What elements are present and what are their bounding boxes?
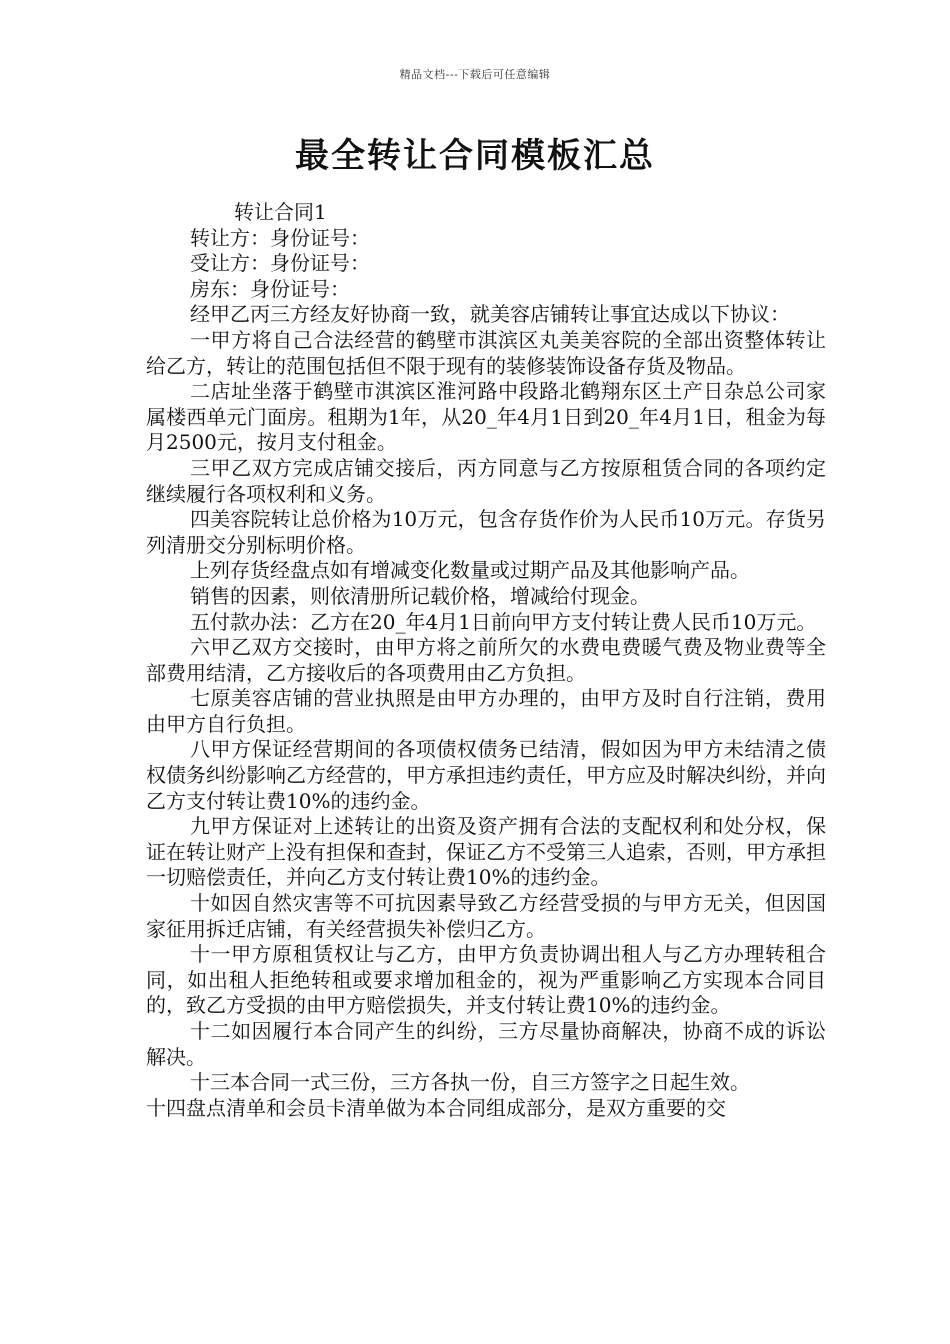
clause-4: 四美容院转让总价格为10万元，包含存货作价为人民币10万元。存货另列清册交分别标明价格。	[146, 507, 826, 557]
clause-7: 七原美容店铺的营业执照是由甲方办理的，由甲方及时自行注销，费用由甲方自行负担。	[146, 686, 826, 736]
document-title: 最全转让合同模板汇总	[295, 136, 655, 176]
clause-9: 九甲方保证对上述转让的出资及资产拥有合法的支配权利和处分权，保证在转让财产上没有担保和查封，保证乙方不受第三人追索，否则，甲方承担一切赔偿责任，并向乙方支付转让费10%的违约金。	[146, 814, 826, 890]
clause-11: 十一甲方原租赁权让与乙方，由甲方负责协调出租人与乙方办理转租合同，如出租人拒绝转租或要求增加租金的，视为严重影响乙方实现本合同目的，致乙方受损的由甲方赔偿损失，并支付转让费10%的违约金。	[146, 942, 826, 1018]
transferor-line: 转让方：身份证号：	[190, 225, 370, 250]
preamble-paragraph: 经甲乙丙三方经友好协商一致，就美容店铺转让事宜达成以下协议：	[190, 302, 790, 327]
clause-4-note: 上列存货经盘点如有增减变化数量或过期产品及其他影响产品。	[190, 558, 750, 583]
transferee-line: 受让方：身份证号：	[190, 251, 370, 276]
contract-subtitle: 转让合同1	[234, 200, 327, 224]
clause-13: 十三本合同一式三份，三方各执一份，自三方签字之日起生效。	[190, 1070, 750, 1095]
contract-body	[146, 200, 826, 1121]
clause-3: 三甲乙双方完成店铺交接后，丙方同意与乙方按原租赁合同的各项约定继续履行各项权利和义务。	[146, 455, 826, 506]
clause-10: 十如因自然灾害等不可抗因素导致乙方经营受损的与甲方无关，但因国家征用拆迁店铺，有关经营损失补偿归乙方。	[146, 891, 826, 941]
clause-4-note-2: 销售的因素，则依清册所记载价格，增减给付现金。	[190, 583, 650, 608]
clause-8: 八甲方保证经营期间的各项债权债务已结清，假如因为甲方未结清之债权债务纠纷影响乙方经营的，甲方承担违约责任，甲方应及时解决纠纷，并向乙方支付转让费10%的违约金。	[146, 737, 826, 813]
clause-6: 六甲乙双方交接时，由甲方将之前所欠的水费电费暖气费及物业费等全部费用结清，乙方接收后的各项费用由乙方负担。	[146, 635, 826, 685]
clause-5: 五付款办法：乙方在20_年4月1日前向甲方支付转让费人民币10万元。	[190, 609, 817, 634]
landlord-line: 房东：身份证号：	[190, 276, 350, 301]
clause-2: 二店址坐落于鹤壁市淇滨区淮河路中段路北鹤翔东区土产日杂总公司家属楼西单元门面房。租期为1年，从20_年4月1日到20_年4月1日，租金为每月2500元，按月支付租金。	[146, 379, 826, 455]
clause-12: 十二如因履行本合同产生的纠纷，三方尽量协商解决，协商不成的诉讼解决。	[146, 1019, 826, 1069]
header-note: 精品文档---下载后可任意编辑	[399, 68, 551, 81]
clause-14: 十四盘点清单和会员卡清单做为本合同组成部分，是双方重要的交	[146, 1095, 726, 1120]
clause-1: 一甲方将自己合法经营的鹤壁市淇滨区丸美美容院的全部出资整体转让给乙方，转让的范围包括但不限于现有的装修装饰设备存货及物品。	[146, 327, 826, 378]
